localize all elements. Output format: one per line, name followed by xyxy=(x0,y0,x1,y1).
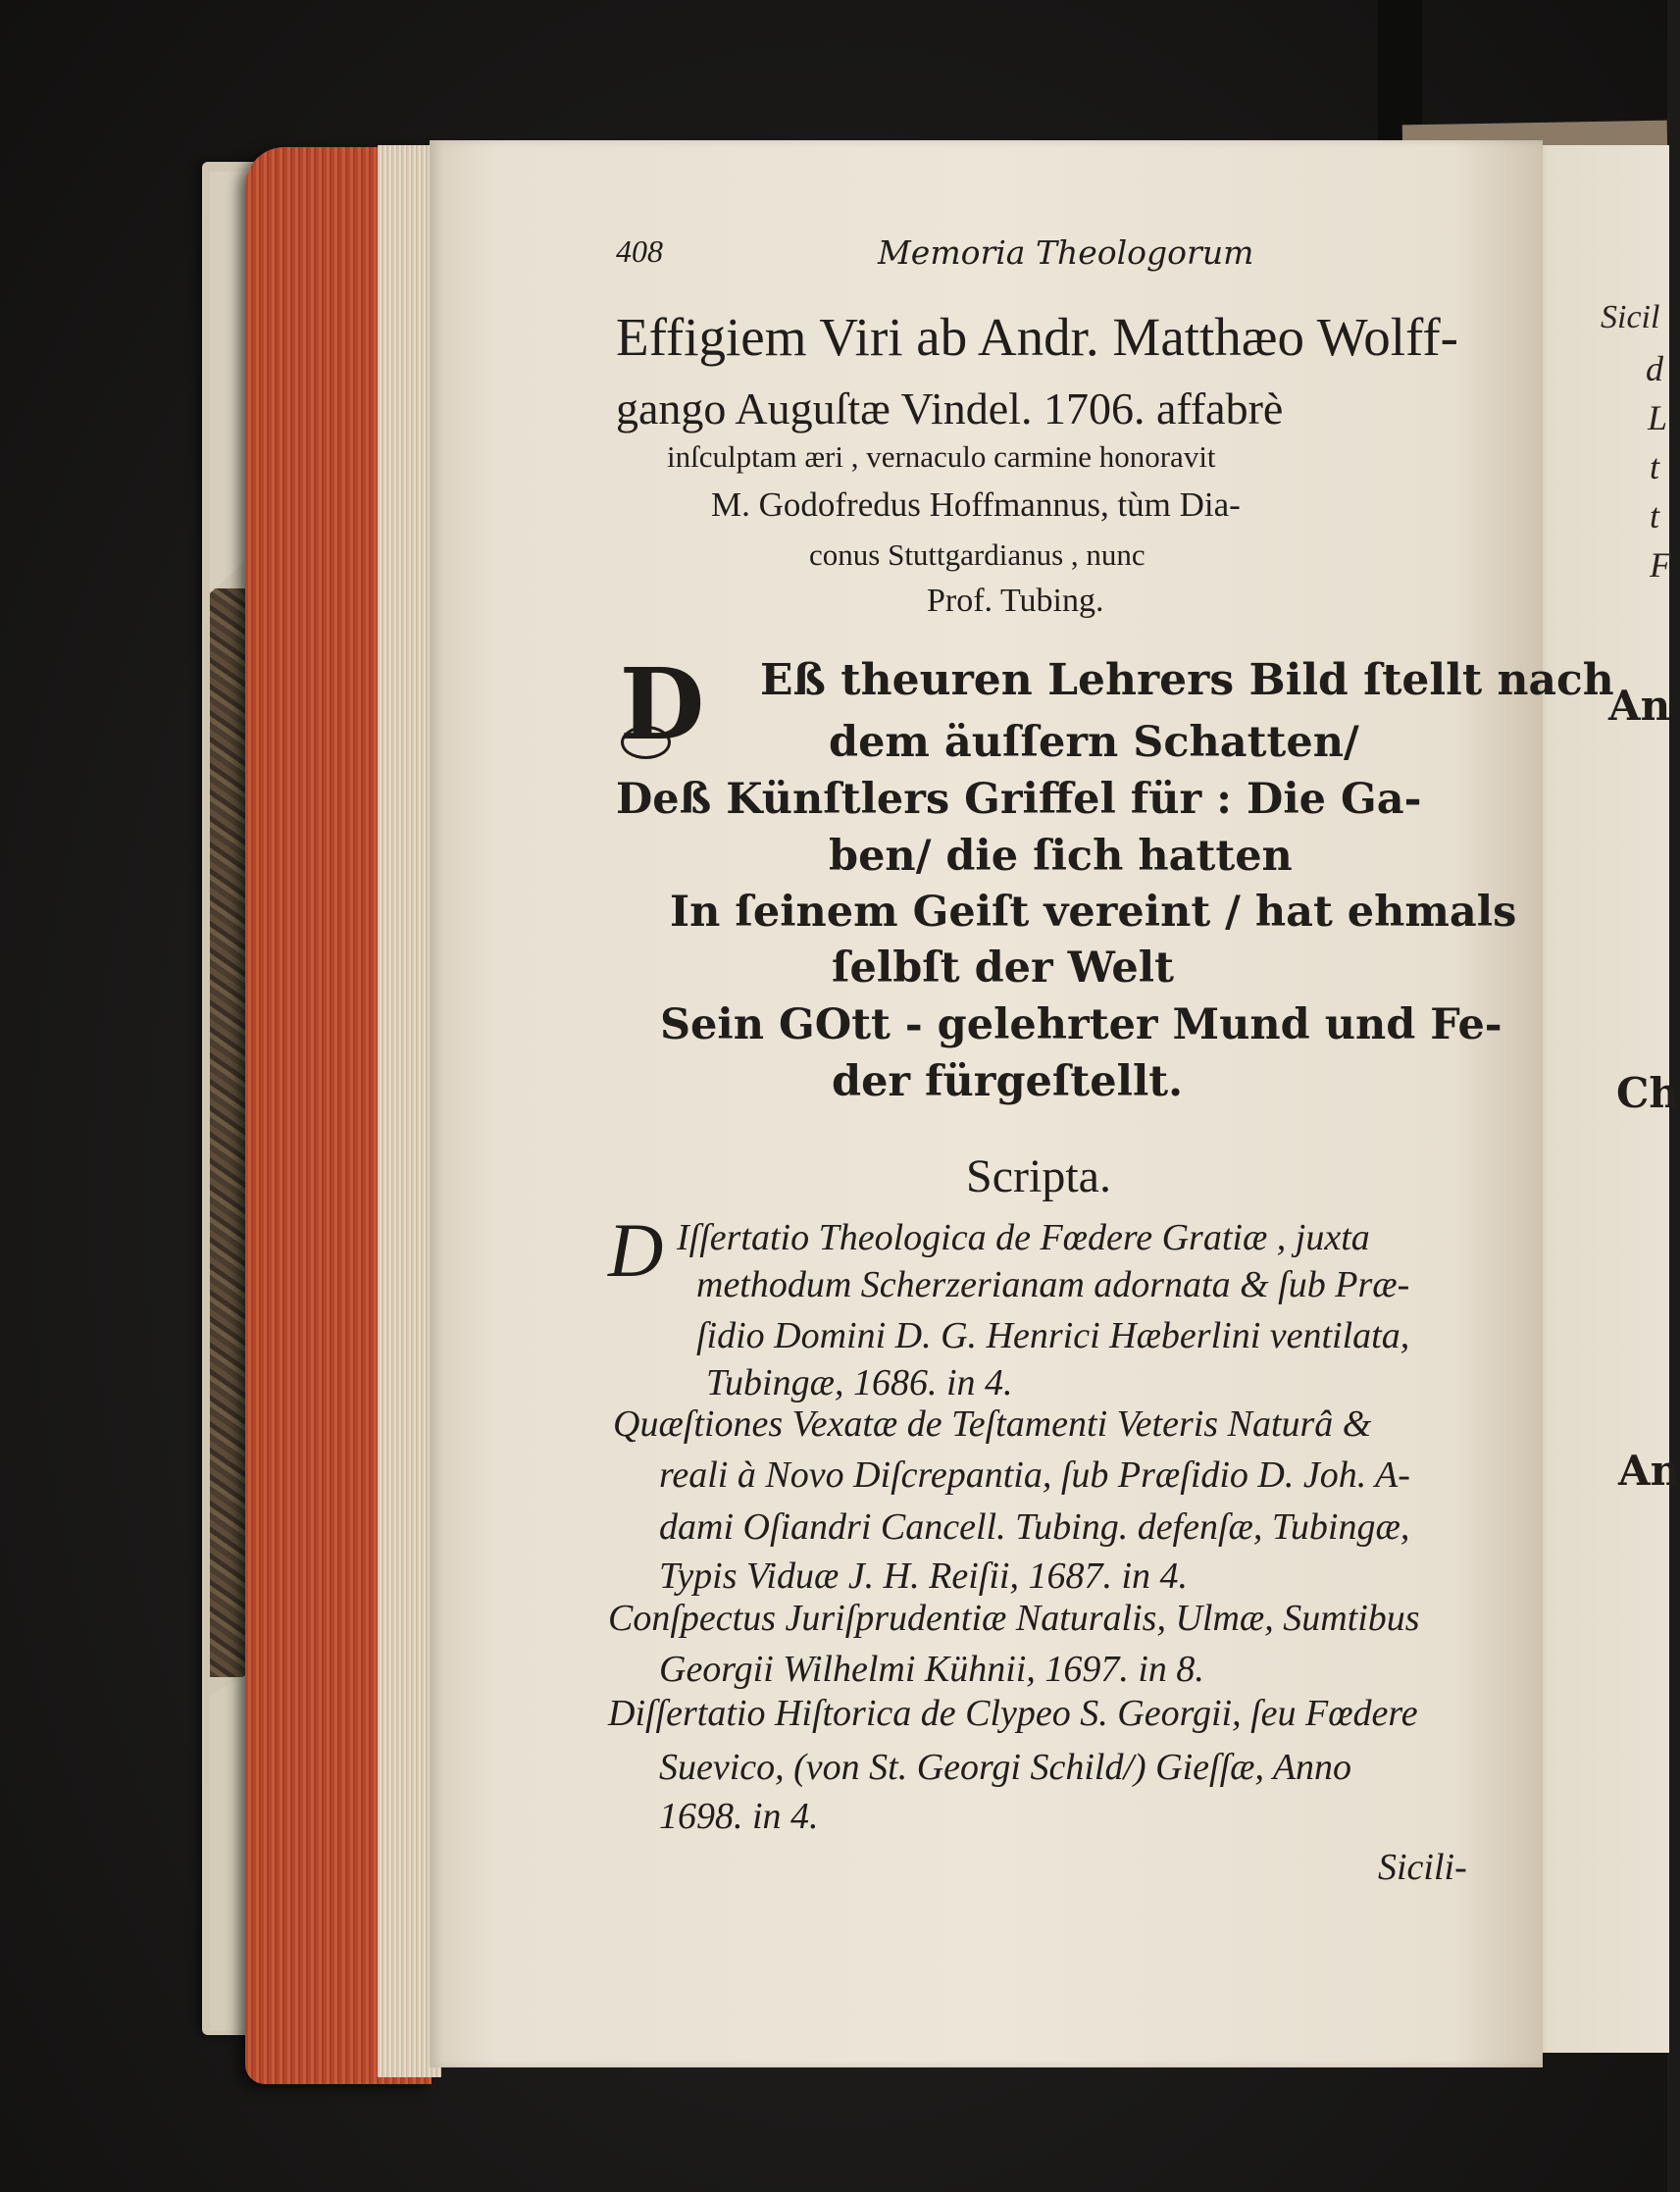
poem-line: ſelbſt der Welt xyxy=(832,943,1174,993)
scripta-line: Diſſertatio Hiſtorica de Clypeo S. Georgii, ſeu Fœdere xyxy=(608,1693,1418,1734)
catchword: Sicili- xyxy=(1378,1847,1467,1888)
right-page-fragment: t xyxy=(1650,496,1660,535)
right-page-fragment: t xyxy=(1650,447,1660,486)
scripta-line: Typis Viduæ J. H. Reiſii, 1687. in 4. xyxy=(659,1555,1188,1597)
scripta-line: Suevico, (von St. Georgi Schild/) Gieſſæ, Anno xyxy=(659,1747,1352,1788)
decorated-initial: D xyxy=(613,655,711,753)
scripta-line: Conſpectus Juriſprudentiæ Naturalis, Ulmæ, Sumtibus xyxy=(608,1598,1420,1639)
scripta-line: Tubingæ, 1686. in 4. xyxy=(706,1362,1013,1403)
poem-line: Eß theuren Lehrers Bild ſtellt nach xyxy=(760,655,1614,705)
poem-line: In ſeinem Geiſt vereint / hat ehmals xyxy=(670,888,1517,937)
right-page-fragment: An xyxy=(1618,1447,1680,1495)
scripta-line: methodum Scherzerianam adornata & ſub Præ- xyxy=(696,1264,1410,1305)
scripta-line: ſidio Domini D. G. Henrici Hæberlini ventilata, xyxy=(696,1315,1410,1356)
right-page-fragment: Ch xyxy=(1616,1069,1679,1117)
scripta-line: 1698. in 4. xyxy=(659,1796,819,1837)
page-number: 408 xyxy=(616,233,663,269)
scripta-line: reali à Novo Diſcrepantia, ſub Præſidio D. Joh. A- xyxy=(659,1454,1410,1496)
scripta-line: Georgii Wilhelmi Kühnii, 1697. in 8. xyxy=(659,1649,1204,1690)
poem-line: Sein GOtt - gelehrter Mund und Fe- xyxy=(660,1000,1502,1049)
right-page-fragment: An xyxy=(1608,682,1671,730)
scripta-line: Quæſtiones Vexatæ de Teſtamenti Veteris Naturâ & xyxy=(613,1403,1372,1445)
scripta-line: Iſſertatio Theologica de Fœdere Gratiæ , juxta xyxy=(677,1217,1370,1258)
running-title: Memoria Theologorum xyxy=(878,233,1254,272)
poem-line: ben/ die ſich hatten xyxy=(829,832,1293,881)
right-page-fragment: d xyxy=(1646,349,1663,388)
poem-line: dem äuſſern Schatten/ xyxy=(829,718,1359,767)
scripta-line: dami Oſiandri Cancell. Tubing. defenſæ, Tubingæ, xyxy=(659,1506,1410,1548)
scripta-initial: D xyxy=(608,1207,664,1293)
dedication-line: M. Godofredus Hoffmannus, tùm Dia- xyxy=(711,485,1241,524)
poem-line: Deß Künſtlers Griffel für : Die Ga- xyxy=(616,775,1422,824)
dedication-line: inſculptam æri , vernaculo carmine honoravit xyxy=(667,439,1216,474)
right-page-fragment: Sicil xyxy=(1601,299,1660,335)
section-title: Scripta. xyxy=(966,1150,1111,1202)
right-page-fragment: L xyxy=(1648,398,1668,437)
dedication-line: conus Stuttgardianus , nunc xyxy=(809,537,1145,572)
right-page-fragment: F xyxy=(1650,545,1671,585)
dedication-line: gango Auguſtæ Vindel. 1706. affabrè xyxy=(616,383,1284,433)
poem-line: der fürgeſtellt. xyxy=(832,1057,1184,1106)
dedication-line: Prof. Tubing. xyxy=(927,583,1104,619)
dedication-line: Effigiem Viri ab Andr. Matthæo Wolff- xyxy=(616,307,1458,367)
